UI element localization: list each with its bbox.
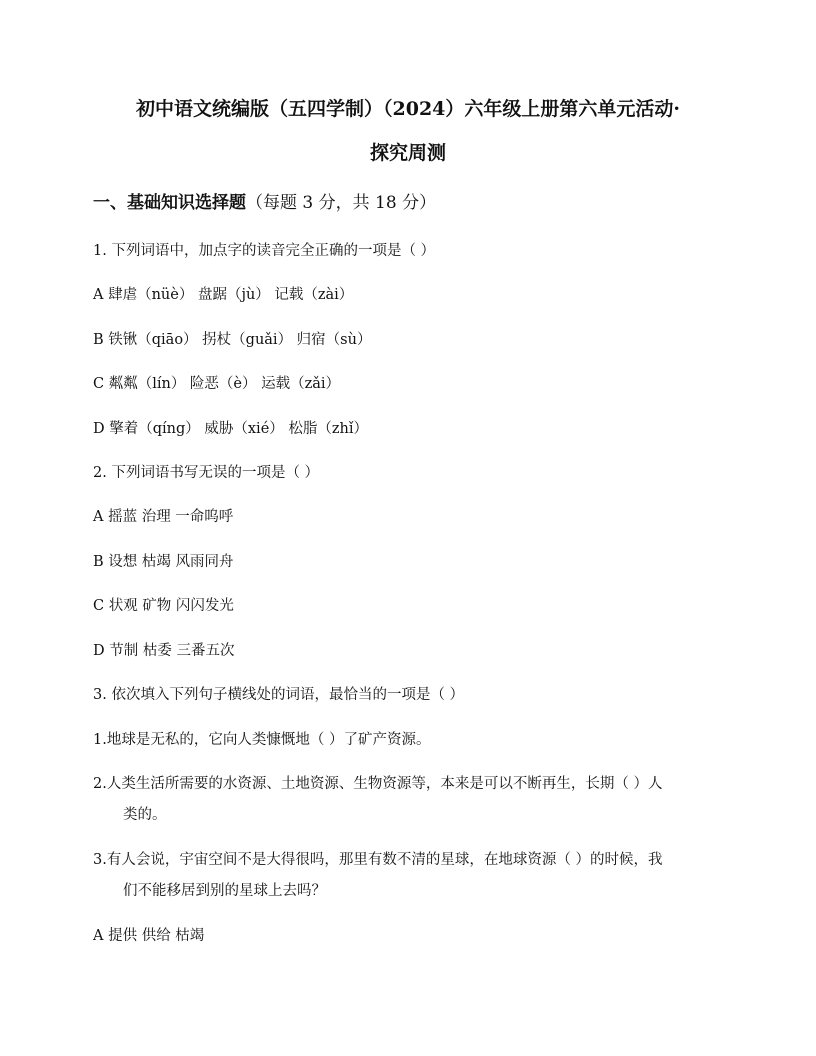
question-1-option-a: A 肆虐（nüè） 盘踞（jù） 记载（zài） xyxy=(93,287,354,303)
section-heading-note: （每题 3 分，共 18 分） xyxy=(246,193,437,213)
question-3-sentence-2: 2.人类生活所需要的水资源、土地资源、生物资源等，本来是可以不断再生，长期（ ）人 xyxy=(93,776,663,792)
document-title-line-1: 初中语文统编版（五四学制）（2024）六年级上册第六单元活动· xyxy=(136,98,680,120)
section-heading-title: 一、基础知识选择题 xyxy=(93,193,246,213)
question-1-option-c: C 粼粼（lín） 险恶（è） 运载（zǎi） xyxy=(93,376,341,392)
question-3-sentence-3: 3.有人会说，宇宙空间不是大得很吗，那里有数不清的星球，在地球资源（ ）的时候，我 xyxy=(93,852,663,868)
question-2-option-a: A 摇蓝 治理 一命呜呼 xyxy=(93,509,234,525)
question-2-option-b: B 设想 枯竭 风雨同舟 xyxy=(93,554,234,570)
question-2-option-c: C 状观 矿物 闪闪发光 xyxy=(93,598,234,614)
question-2-option-d: D 节制 枯委 三番五次 xyxy=(93,643,235,659)
question-1-stem: 1. 下列词语中，加点字的读音完全正确的一项是（ ） xyxy=(93,243,436,259)
question-3-sentence-3-continued: 们不能移居到别的星球上去吗？ xyxy=(123,883,326,899)
question-3-stem: 3. 依次填入下列句子横线处的词语，最恰当的一项是（ ） xyxy=(93,687,465,703)
question-3-sentence-2-continued: 类的。 xyxy=(123,807,167,823)
question-3-sentence-1: 1.地球是无私的，它向人类慷慨地（ ）了矿产资源。 xyxy=(93,732,431,748)
section-heading xyxy=(93,192,436,214)
question-3-option-a: A 提供 供给 枯竭 xyxy=(93,928,205,944)
document-title-line-2: 探究周测 xyxy=(369,142,446,164)
question-1-option-d: D 擎着（qíng） 威胁（xié） 松脂（zhǐ） xyxy=(93,421,369,437)
question-1-option-b: B 铁锹（qiāo） 拐杖（guǎi） 归宿（sù） xyxy=(93,332,372,348)
question-2-stem: 2. 下列词语书写无误的一项是（ ） xyxy=(93,465,320,481)
